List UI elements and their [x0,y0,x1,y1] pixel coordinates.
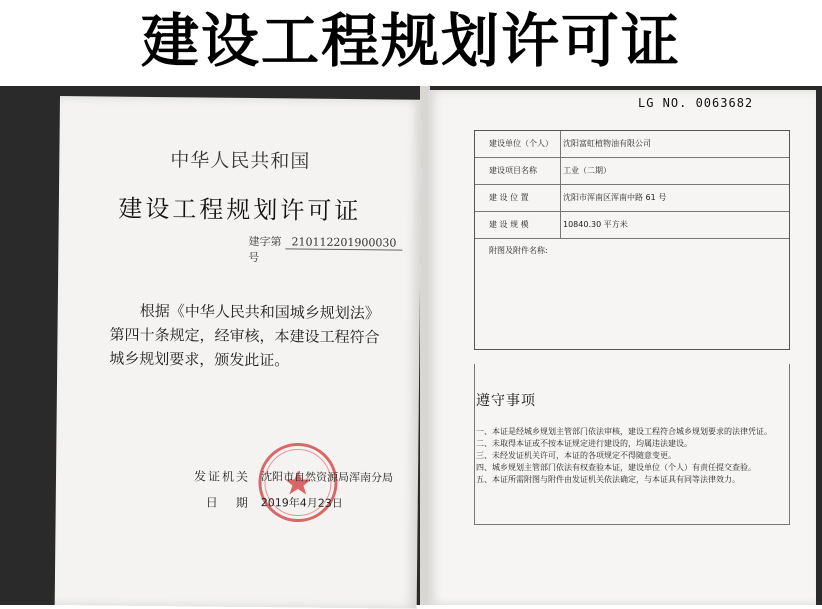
project-info-table [474,130,790,350]
notice-title: 遵守事项 [476,393,536,409]
list-item: 五、本证所需附图与附件由发证机关依法确定，与本证具有同等法律效力。 [476,475,740,484]
certificate-title: 建设工程规划许可证 [118,194,362,226]
certificate-left-page [55,96,422,609]
list-item: 三、未经发证机关许可，本证的各项规定不得随意变更。 [476,451,676,460]
row-label: 建 设 位 置 [475,185,561,211]
country-name: 中华人民共和国 [170,149,311,173]
table-row [475,185,789,212]
row-value: 10840.30 平方米 [563,220,628,229]
date-label: 日期 [205,495,266,511]
table-row [475,212,789,239]
row-label: 建设项目名称 [475,158,561,184]
headline: 建设工程规划许可证 [140,7,681,75]
issuer-value: 沈阳市自然资源局浑南分局 [260,470,394,485]
issuer-label: 发证机关 [193,469,251,485]
attachments-label: 附图及附件名称: [489,246,548,255]
list-item: 四、城乡规划主管部门依法有权查验本证，建设单位（个人）有责任提交查验。 [476,463,756,472]
certificate-number [248,233,420,267]
serial-number: LG NO. 0063682 [638,96,754,110]
certificate-number-prefix: 建字第 [248,234,282,249]
row-value: 工业（二期） [563,166,611,175]
list-item: 一、本证是经城乡规划主管部门依法审核，建设工程符合城乡规划要求的法律凭证。 [476,427,772,436]
certificate-body-text: 根据《中华人民共和国城乡规划法》第四十条规定，经审核，本建设工程符合城乡规划要求，颁发此证。 [109,301,380,370]
certificate-right-page [428,90,816,605]
list-item: 二、未取得本证或不按本证规定进行建设的，均属违法建设。 [476,439,692,448]
row-value: 沈阳市浑南区浑南中路 61 号 [563,193,667,202]
row-label: 建设单位（个人） [475,131,561,157]
row-label: 建 设 规 模 [475,212,561,238]
certificate-number-suffix: 号 [248,250,260,265]
table-row [475,131,789,158]
notice-rules [476,426,776,486]
date-value: 2019年4月23日 [260,496,343,510]
table-row [475,158,789,185]
certificate-number-value: 210112201900030 [285,235,402,250]
row-value: 沈阳富虹植物油有限公司 [563,139,651,148]
